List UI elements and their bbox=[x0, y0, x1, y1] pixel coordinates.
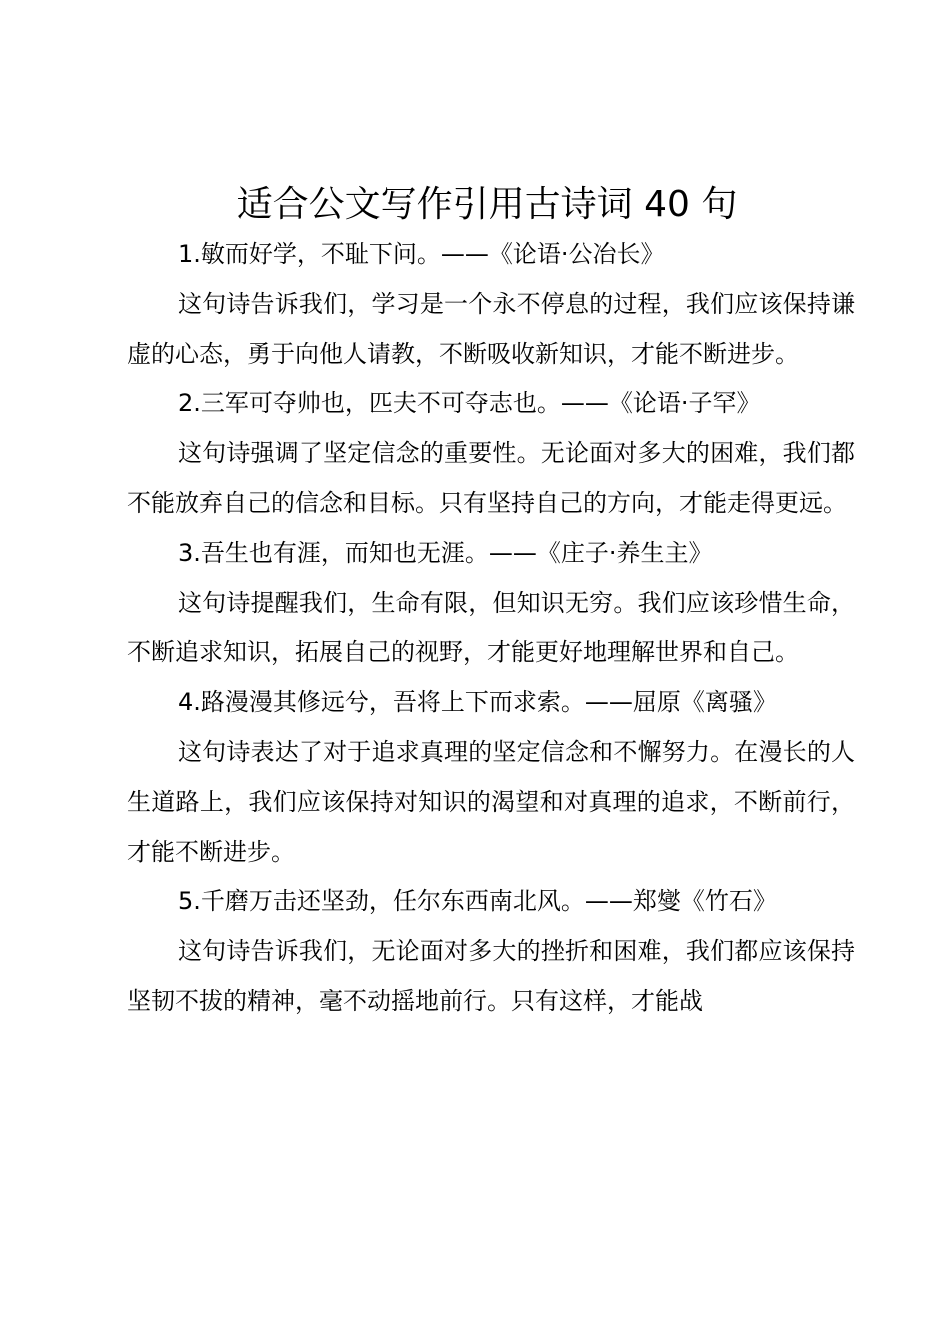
explanation-2: 这句诗强调了坚定信念的重要性。无论面对多大的困难，我们都不能放弃自己的信念和目标。只有坚持自己的方向，才能走得更远。 bbox=[127, 439, 855, 517]
quote-3: 3.吾生也有涯，而知也无涯。——《庄子·养生主》 bbox=[178, 538, 713, 567]
explanation-4: 这句诗表达了对于追求真理的坚定信念和不懈努力。在漫长的人生道路上，我们应该保持对知识的渴望和对真理的追求，不断前行，才能不断进步。 bbox=[127, 737, 855, 866]
quote-5: 5.千磨万击还坚劲，任尔东西南北风。——郑燮《竹石》 bbox=[178, 887, 777, 916]
document-title: 适合公文写作引用古诗词 40 句 bbox=[236, 184, 738, 225]
explanation-3: 这句诗提醒我们，生命有限，但知识无穷。我们应该珍惜生命，不断追求知识，拓展自己的视野，才能更好地理解世界和自己。 bbox=[127, 588, 855, 667]
document-page bbox=[127, 180, 855, 1027]
explanation-5: 这句诗告诉我们，无论面对多大的挫折和困难，我们都应该保持坚韧不拔的精神，毫不动摇地前行。只有这样，才能战 bbox=[127, 937, 855, 1015]
quote-2: 2.三军可夺帅也，匹夫不可夺志也。——《论语·子罕》 bbox=[178, 389, 761, 418]
explanation-1: 这句诗告诉我们，学习是一个永不停息的过程，我们应该保持谦虚的心态，勇于向他人请教，不断吸收新知识，才能不断进步。 bbox=[127, 289, 855, 368]
quote-4: 4.路漫漫其修远兮，吾将上下而求索。——屈原《离骚》 bbox=[178, 688, 777, 717]
quote-1: 1.敏而好学，不耻下问。——《论语·公冶长》 bbox=[178, 240, 665, 268]
